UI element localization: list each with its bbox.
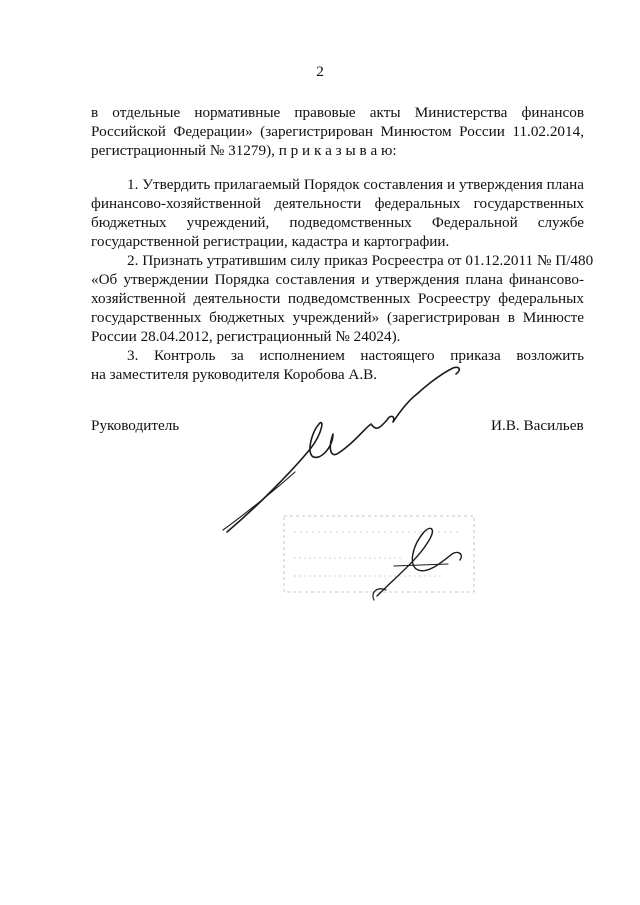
signatory-position: Руководитель (91, 417, 180, 434)
item2-line-2: «Об утверждении Порядка составления и утверждения плана финансово- (91, 271, 584, 288)
item3-line-1: 3. Контроль за исполнением настоящего приказа возложить (127, 347, 584, 364)
item1-line-2: финансово-хозяйственной деятельности федеральных государственных (91, 195, 584, 212)
item2-line-5: России 28.04.2012, регистрационный № 24024). (91, 328, 401, 345)
item1-line-4: государственной регистрации, кадастра и картографии. (91, 233, 450, 250)
item1-line-1: 1. Утвердить прилагаемый Порядок составления и утверждения плана (127, 176, 584, 193)
item2-line-4: государственных бюджетных учреждений» (зарегистрирован в Минюсте (91, 309, 584, 326)
item3-line-2: на заместителя руководителя Коробова А.В. (91, 366, 378, 383)
page-number: 2 (316, 63, 324, 80)
item1-line-3: бюджетных учреждений, подведомственных Федеральной службе (91, 214, 584, 231)
item2-line-1: 2. Признать утратившим силу приказ Росреестра от 01.12.2011 № П/480 (127, 252, 594, 269)
intro-line-3: регистрационный № 31279), п р и к а з ы в а ю: (91, 142, 397, 159)
item2-line-3: хозяйственной деятельности подведомственных Росреестру федеральных (91, 290, 584, 307)
signatory-name: И.В. Васильев (491, 417, 584, 434)
intro-line-1: в отдельные нормативные правовые акты Министерства финансов (91, 104, 584, 121)
intro-line-2: Российской Федерации» (зарегистрирован Минюстом России 11.02.2014, (91, 123, 584, 140)
stamp-icon (282, 510, 512, 640)
